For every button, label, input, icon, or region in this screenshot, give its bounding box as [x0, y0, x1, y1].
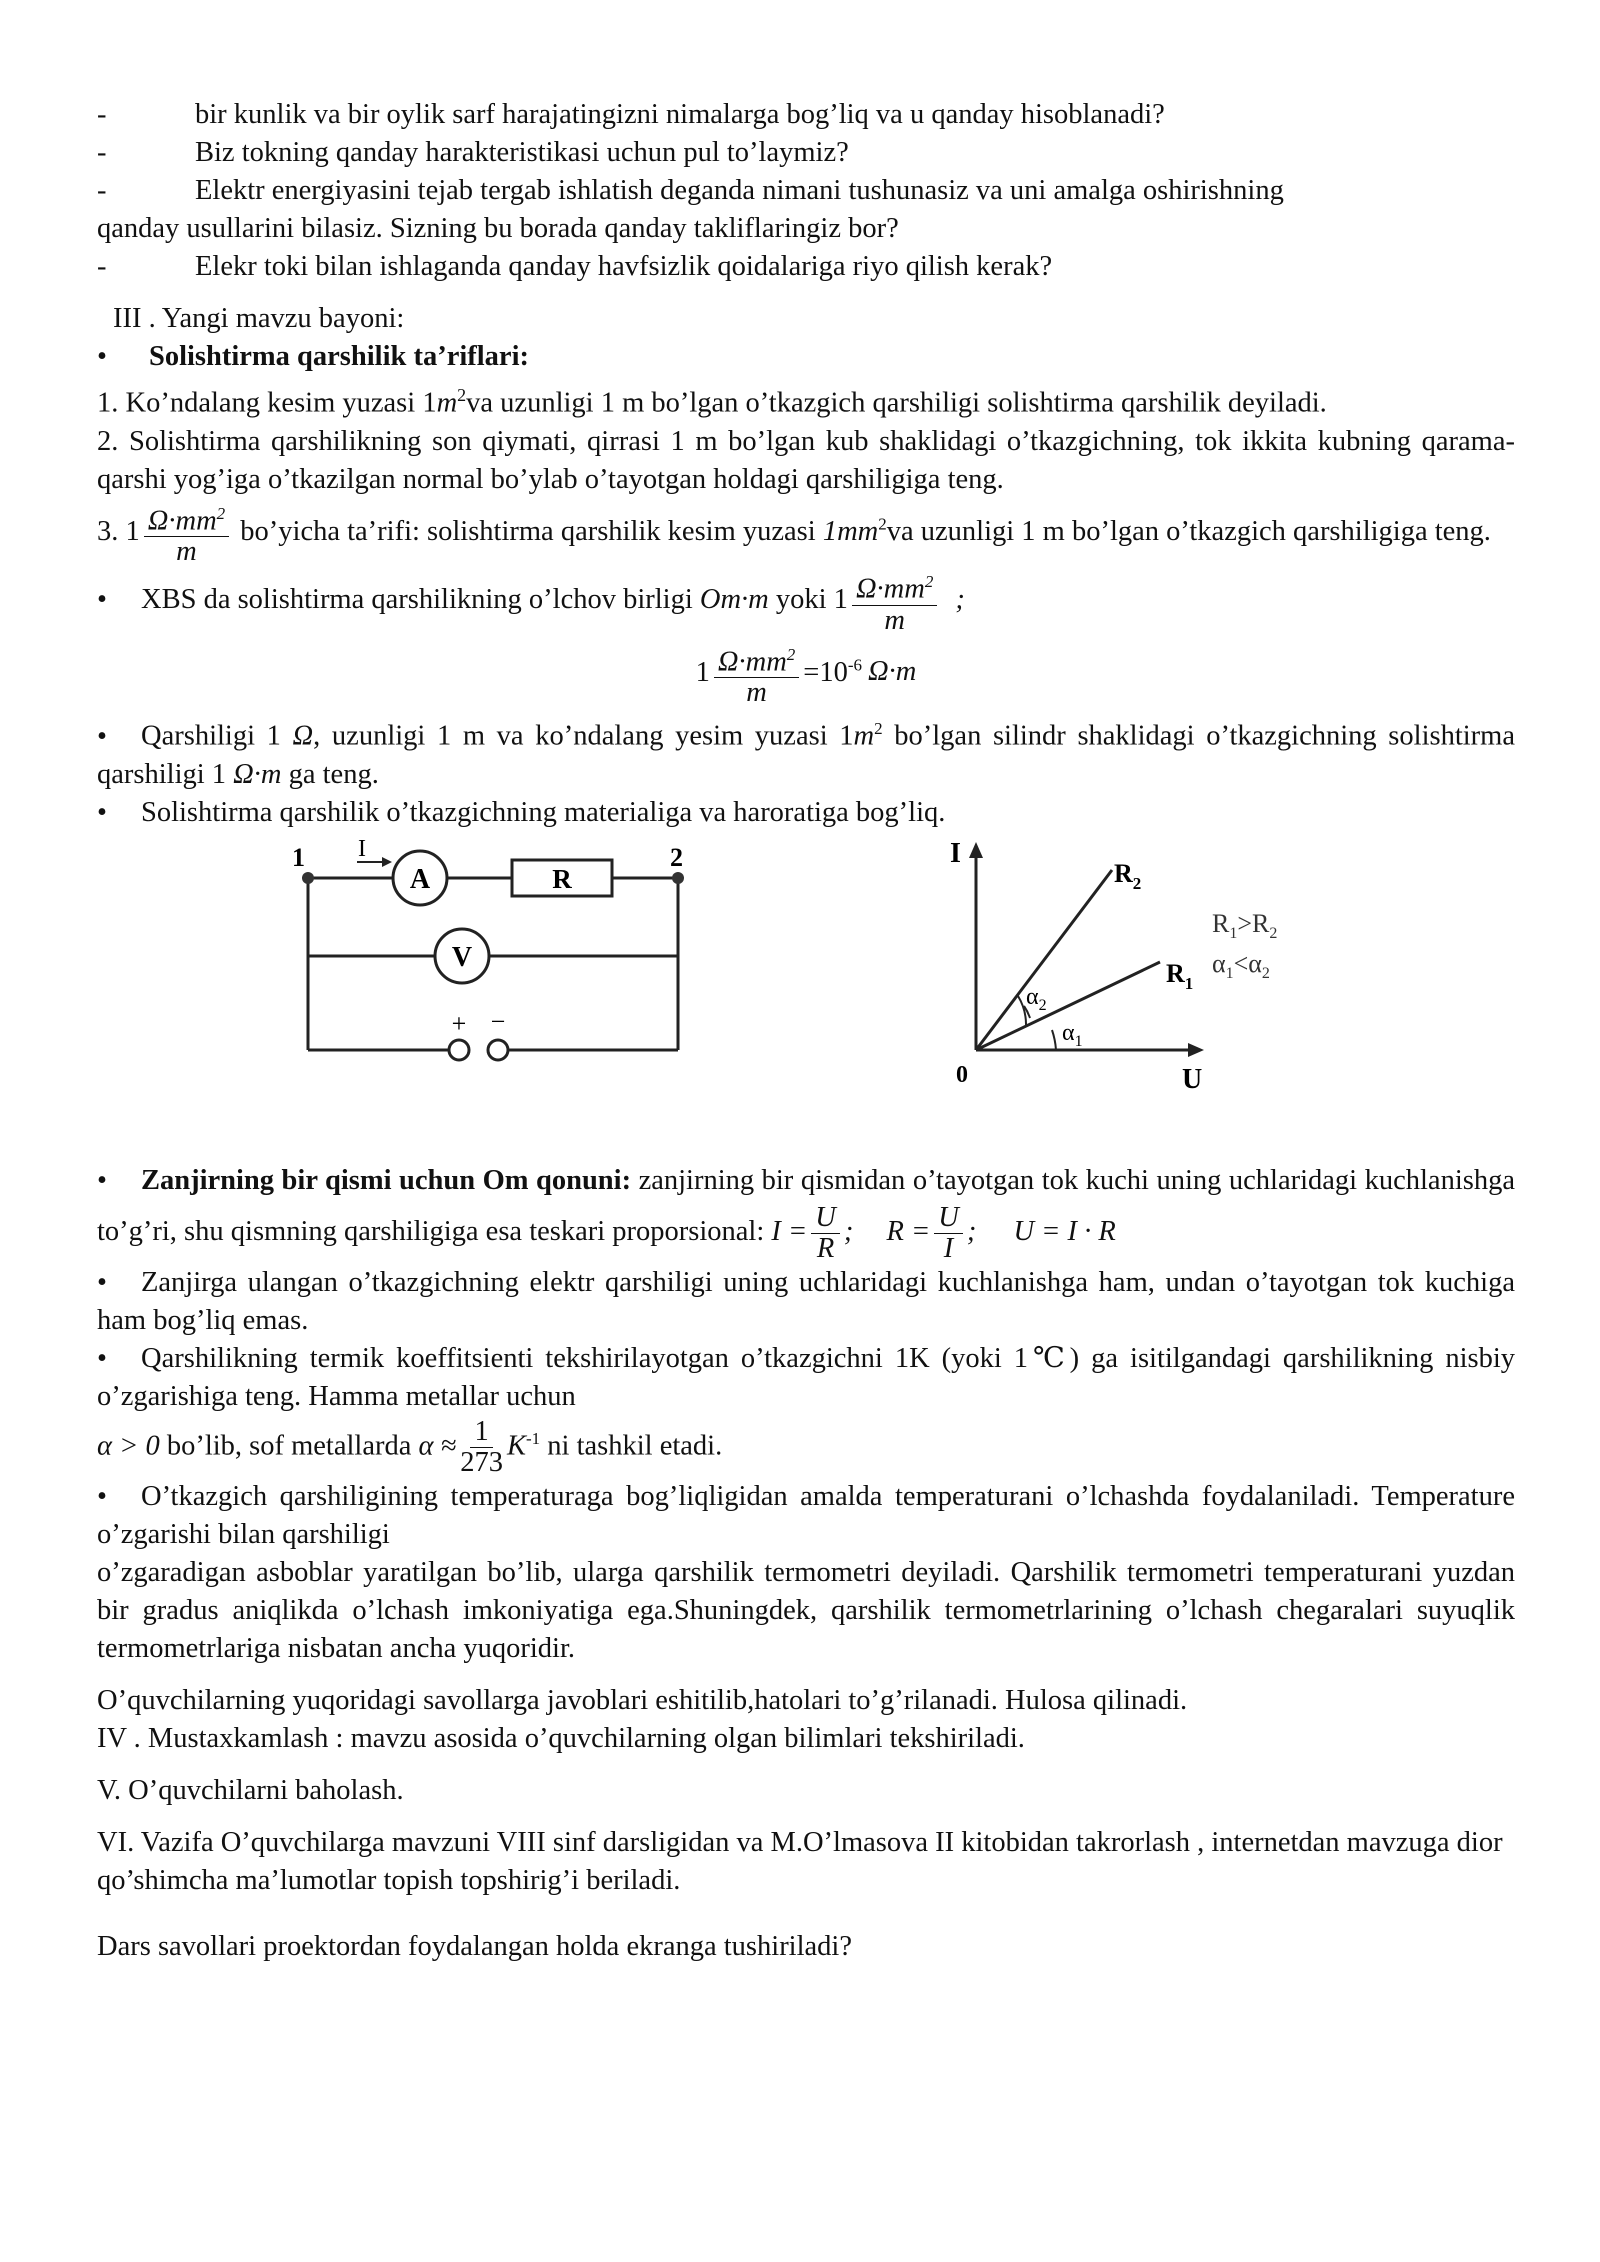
dash-marker: - — [97, 175, 107, 206]
rel-a-op: <α — [1233, 948, 1262, 978]
cyl-ohm: Ω — [292, 720, 314, 752]
cyl-text: ga teng. — [281, 758, 379, 790]
current-label: I — [358, 835, 366, 862]
def3-number: 3. 1 — [97, 515, 140, 547]
r1-label — [1166, 959, 1193, 993]
x-axis-label: U — [1182, 1063, 1203, 1095]
temperature-continuation: o’zgaradigan asboblar yaratilgan bo’lib, ularga qarshilik termometri deyiladi. Qarshilik termometri temperaturani yuzdan bir gradus aniqlikda o’lchash imkoniyatiga ega.Shuningdek, qarshilik termometrlarining o’lchash chegaralari suyuqlik termometrlariga nisbatan ancha yuqoridir. — [97, 1556, 1515, 1664]
cyl-unit: Ω·m — [233, 758, 282, 790]
xbs-fraction — [852, 567, 937, 636]
rel-a-a-sub: 1 — [1225, 964, 1234, 982]
section-heading-3: III . Yangi mavzu bayoni: — [113, 303, 405, 334]
thermal-text: Qarshilikning termik koeffitsienti tekshirilayotgan o’tkazgichni 1K (yoki 1℃) ga isitilgandagi qarshilikning nisbiy o’zgarishiga teng. Hamma metallar uchun — [97, 1342, 1515, 1412]
question-item — [97, 248, 1515, 286]
bullet-cylinder — [97, 710, 1515, 794]
question-item — [97, 172, 1515, 210]
def1-unit: m — [436, 387, 458, 419]
frac-num: Ω·mm — [855, 573, 925, 605]
formula-sep: ; — [843, 1215, 854, 1247]
bullet-independence — [97, 1264, 1515, 1340]
minus-terminal-label: − — [490, 1006, 506, 1036]
ammeter-label: A — [409, 863, 431, 895]
bullet-marker: • — [97, 1342, 107, 1374]
material-text: Solishtirma qarshilik o’tkazgichning materialiga va haroratiga bog’liq. — [141, 796, 946, 828]
frac-den: m — [176, 536, 197, 567]
circuit-diagram — [292, 836, 712, 1136]
frac-den: R — [816, 1232, 835, 1264]
bullet-marker: • — [97, 583, 107, 615]
definition-1 — [97, 376, 1515, 423]
alpha1-letter: α — [1062, 1019, 1075, 1046]
definition-3 — [97, 499, 1515, 568]
cyl-text: , uzunligi 1 m va ko’ndalang yesim yuzasi 1 — [313, 720, 854, 752]
def3-area: 1mm — [822, 515, 879, 547]
alpha2-label — [1026, 984, 1047, 1014]
bullet-marker: • — [97, 341, 107, 372]
bullet-material — [97, 794, 1515, 832]
bullet-marker: • — [97, 1266, 107, 1298]
conv-left: 1 — [695, 656, 710, 688]
alpha-approx: α ≈ — [418, 1430, 457, 1461]
rel-r-a-sub: 1 — [1229, 924, 1238, 942]
formula-r-lhs: R = — [886, 1215, 931, 1247]
dash-marker: - — [97, 251, 107, 282]
frac-num: Ω·mm — [717, 646, 787, 677]
independence-text: Zanjirga ulangan o’tkazgichning elektr qarshiligi uning uchlaridagi kuchlanishga ham, undan o’tayotgan tok kuchiga ham bog’liq emas. — [97, 1266, 1515, 1336]
cyl-m: m — [853, 720, 875, 752]
conv-unit: Ω·m — [868, 656, 917, 688]
def1-rest: va uzunligi 1 m bo’lgan o’tkazgich qarshiligi solishtirma qarshilik deyiladi. — [466, 387, 1327, 419]
question-text: Biz tokning qanday harakteristikasi uchun pul to’laymiz? — [195, 137, 849, 168]
final-line: Dars savollari proektordan foydalangan holda ekranga tushiriladi? — [97, 1930, 852, 1962]
ohm-law-title: Zanjirning bir qismi uchun Om qonuni: — [141, 1164, 632, 1196]
ohm-law-paragraph — [97, 1159, 1515, 1264]
node-1-label: 1 — [292, 842, 305, 872]
question-text: bir kunlik va bir oylik sarf harajatingizni nimalarga bog’liq va u qanday hisoblanadi? — [195, 99, 1165, 130]
xbs-or: yoki 1 — [768, 583, 848, 615]
document-page — [97, 96, 1515, 1966]
frac-num: Ω·mm — [147, 505, 217, 536]
formula-sep: ; — [966, 1215, 977, 1247]
def1-sup: 2 — [457, 385, 467, 405]
y-axis-label: I — [950, 837, 961, 869]
dash-marker: - — [97, 137, 107, 168]
bullet-thermal — [97, 1340, 1515, 1416]
alpha-text: bo’lib, sof metallarda — [159, 1430, 419, 1461]
conv-right: =10 — [803, 656, 848, 688]
alpha1-label — [1062, 1020, 1083, 1050]
section-heading-4: IV . Mustaxkamlash : mavzu asosida o’quvchilarning olgan bilimlari tekshiriladi. — [97, 1722, 1025, 1754]
question-text: Elektr energiyasini tejab tergab ishlatish deganda nimani tushunasiz va uni amalga oshirishning — [195, 175, 1284, 206]
frac-num: U — [811, 1203, 840, 1234]
definition-2: 2. Solishtirma qarshilikning son qiymati, qirrasi 1 m bo’lgan kub shaklidagi o’tkazgichning, tok ikkita kubning qarama-qarshi yog’iga o’tkazilgan normal bo’ylab o’tayotgan holdagi qarshiligiga teng. — [97, 425, 1515, 495]
alpha1-sub: 1 — [1074, 1032, 1083, 1050]
cyl-sup: 2 — [874, 719, 883, 738]
def3-fraction — [144, 499, 229, 568]
temperature-text: O’tkazgich qarshiligining temperaturaga bog’liqligidan amalda temperaturani o’lchashda foydalaniladi. Temperature o’zgarishi bilan qarshiligi — [97, 1480, 1515, 1550]
def1-value: 1 — [422, 387, 437, 419]
question-text: Elekr toki bilan ishlaganda qanday havfsizlik qoidalariga riyo qilish kerak? — [195, 251, 1053, 282]
cyl-text: Qarshiligi 1 — [141, 720, 293, 752]
r2-label — [1114, 859, 1141, 893]
frac-num: U — [934, 1203, 963, 1234]
r2-letter: R — [1114, 858, 1133, 888]
def3-area-sup: 2 — [878, 513, 887, 533]
r2-sub: 2 — [1132, 873, 1142, 893]
alpha-fraction — [460, 1417, 503, 1478]
r1-letter: R — [1166, 958, 1185, 988]
frac-num: 1 — [470, 1417, 492, 1448]
rel-r-a: R — [1212, 908, 1230, 938]
relation-alpha-label — [1212, 949, 1270, 982]
formula-r-fraction — [934, 1203, 963, 1264]
cyl-text: bo’lgan silindr shaklidagi o’tkazgichning solishtirma qarshiligi 1 — [97, 720, 1515, 790]
frac-sup: 2 — [924, 572, 934, 591]
alpha-end: ni tashkil etadi. — [540, 1430, 723, 1461]
frac-den: m — [884, 604, 905, 636]
rel-a-b-sub: 2 — [1261, 964, 1270, 982]
question-item — [97, 96, 1515, 134]
def3-rest: va uzunligi 1 m bo’lgan o’tkazgich qarshiligiga teng. — [886, 515, 1491, 547]
definitions-heading: Solishtirma qarshilik ta’riflari: — [149, 341, 529, 372]
bullet-marker: • — [97, 720, 107, 752]
alpha2-letter: α — [1026, 983, 1039, 1010]
frac-sup: 2 — [786, 644, 796, 664]
r1-sub: 1 — [1184, 973, 1194, 993]
frac-den: 273 — [460, 1446, 503, 1478]
conv-fraction — [714, 640, 799, 709]
kelvin-unit: K — [506, 1430, 526, 1461]
alpha-line — [97, 1416, 1515, 1478]
bullet-marker: • — [97, 1164, 107, 1196]
frac-sup: 2 — [216, 503, 226, 523]
bullet-marker: • — [97, 1480, 107, 1512]
formula-u: U = I · R — [1013, 1215, 1116, 1247]
conv-exp: -6 — [847, 654, 863, 674]
section-heading-5: V. O’quvchilarni baholash. — [97, 1774, 404, 1806]
section-heading-6: VI. Vazifa O’quvchilarga mavzuni VIII sinf darsligidan va M.O’lmasova II kitobidan takrorlash , internetdan mavzuga dior qo’shimcha ma’lumotlar topish topshirig’i beriladi. — [97, 1826, 1503, 1896]
xbs-line — [97, 567, 1515, 636]
def1-text: 1. Ko’ndalang kesim yuzasi — [97, 387, 423, 419]
bullet-marker: • — [97, 796, 107, 828]
plus-terminal-label: + — [451, 1008, 467, 1038]
dash-marker: - — [97, 99, 107, 130]
resistor-label: R — [552, 863, 572, 894]
kelvin-sup: -1 — [526, 1428, 541, 1448]
def3-text: bo’yicha ta’rifi: solishtirma qarshilik kesim yuzasi — [240, 515, 823, 547]
definitions-heading-row — [97, 338, 1515, 376]
xbs-end: ; — [955, 583, 965, 615]
ohm-law-text: zanjirning bir qismidan o’tayotgan tok kuchi uning uchlaridagi kuchlanishga to’g’ri, shu qismning qarshiligiga esa teskari proporsional: — [97, 1164, 1515, 1247]
conclusion-line: O’quvchilarning yuqoridagi savollarga javoblari eshitilib,hatolari to’g’rilanadi. Hulosa qilinadi. — [97, 1684, 1188, 1716]
conversion-formula — [97, 640, 1515, 709]
relation-r-label — [1212, 909, 1277, 942]
frac-den: m — [746, 677, 767, 708]
question-item — [97, 134, 1515, 172]
xbs-unit: Om·m — [699, 583, 769, 615]
bullet-temperature — [97, 1478, 1515, 1554]
rel-r-b-sub: 2 — [1269, 924, 1278, 942]
iu-graph — [922, 836, 1362, 1136]
rel-r-op: >R — [1237, 908, 1270, 938]
formula-i-lhs: I = — [771, 1215, 808, 1247]
rel-a-a: α — [1212, 948, 1226, 978]
xbs-text: XBS da solishtirma qarshilikning o’lchov birligi — [141, 583, 700, 615]
origin-label: 0 — [956, 1061, 968, 1088]
formula-i-fraction — [811, 1203, 840, 1264]
alpha-positive: α > 0 — [97, 1430, 160, 1461]
node-2-label: 2 — [670, 842, 683, 872]
figures-row — [97, 836, 1515, 1141]
voltmeter-label: V — [451, 941, 473, 973]
alpha2-sub: 2 — [1038, 996, 1047, 1014]
question-continuation: qanday usullarini bilasiz. Sizning bu borada qanday takliflaringiz bor? — [97, 213, 899, 244]
frac-den: I — [943, 1232, 954, 1264]
